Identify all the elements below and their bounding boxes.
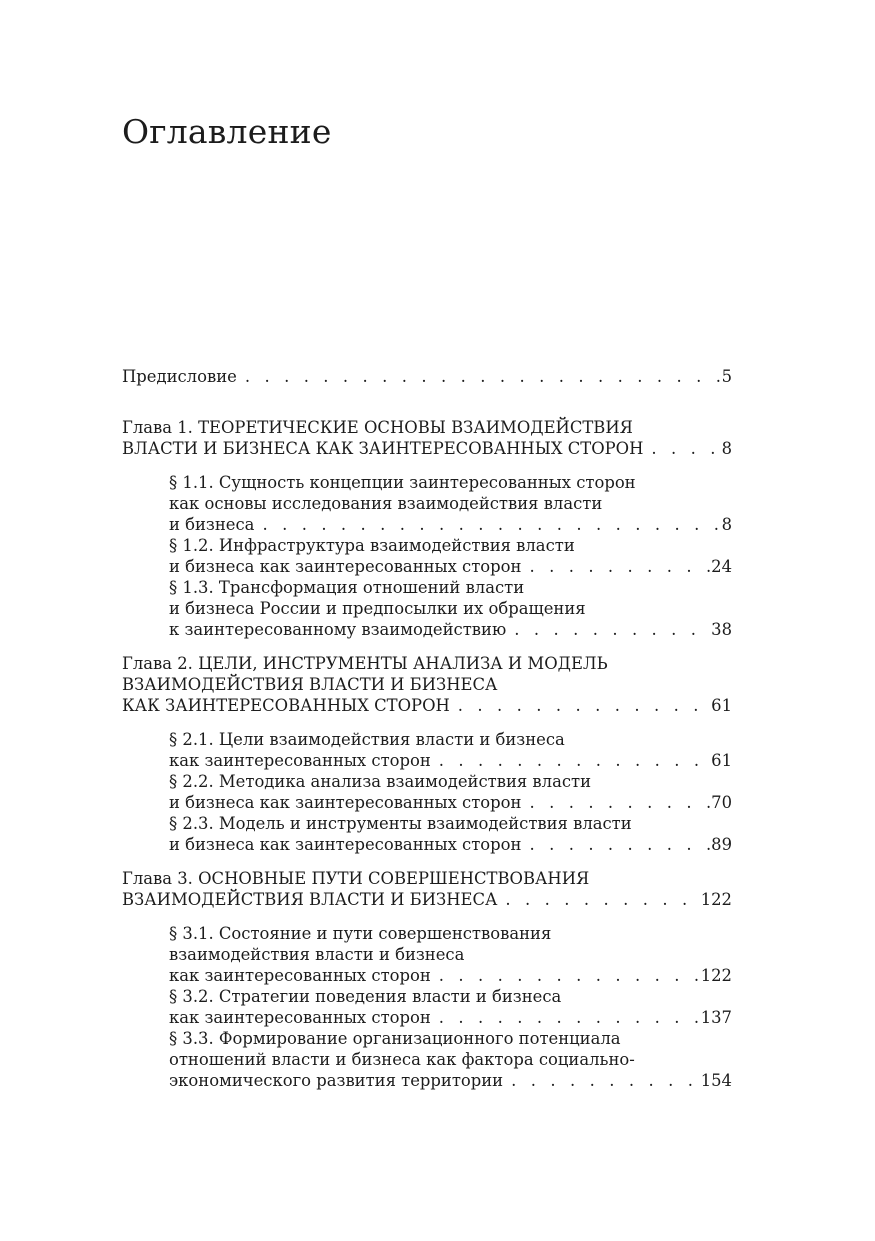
toc-entry-section-3-1[interactable] <box>122 923 732 986</box>
toc-entry-line: § 2.2. Методика анализа взаимодействия власти <box>169 772 592 791</box>
toc-entry-line: отношений власти и бизнеса как фактора социально- <box>169 1050 635 1069</box>
toc-entry-line: Глава 1. ТЕОРЕТИЧЕСКИЕ ОСНОВЫ ВЗАИМОДЕЙСТВИЯ <box>122 418 633 437</box>
page-number: 38 <box>711 620 732 639</box>
toc-entry-section-1-1[interactable] <box>122 472 732 535</box>
toc-entry-chapter-1[interactable] <box>122 417 732 459</box>
toc-entry-title: как заинтересованных сторон <box>169 751 431 770</box>
toc-entry-title: как заинтересованных сторон <box>169 966 431 985</box>
dot-leader <box>431 965 701 986</box>
dot-leader <box>521 834 711 855</box>
toc-entry-line: § 3.3. Формирование организационного потенциала <box>169 1029 621 1048</box>
toc-entry-line: ВЗАИМОДЕЙСТВИЯ ВЛАСТИ И БИЗНЕСА <box>122 675 498 694</box>
toc-entry-section-3-3[interactable] <box>122 1028 732 1091</box>
toc-entry-section-1-2[interactable] <box>122 535 732 577</box>
toc-entry-chapter-2[interactable] <box>122 653 732 716</box>
dot-leader <box>431 1007 701 1028</box>
page-number: 89 <box>711 835 732 854</box>
toc-entry-title: Предисловие <box>122 367 237 386</box>
toc-entry-section-3-2[interactable] <box>122 986 732 1028</box>
page-number: 8 <box>721 515 732 534</box>
page-number: 154 <box>700 1071 732 1090</box>
page-title: Оглавление <box>122 112 332 151</box>
toc-entry-line: § 3.1. Состояние и пути совершенствования <box>169 924 552 943</box>
toc-entry-line: взаимодействия власти и бизнеса <box>169 945 465 964</box>
toc-entry-title: и бизнеса <box>169 515 255 534</box>
toc-entry-preface[interactable] <box>122 366 732 387</box>
toc-entry-title: ВЛАСТИ И БИЗНЕСА КАК ЗАИНТЕРЕСОВАННЫХ СТОРОН <box>122 439 644 458</box>
toc-entry-section-2-3[interactable] <box>122 813 732 855</box>
toc-entry-title: ВЗАИМОДЕЙСТВИЯ ВЛАСТИ И БИЗНЕСА <box>122 890 498 909</box>
dot-leader <box>431 750 711 771</box>
toc-entry-title: как заинтересованных сторон <box>169 1008 431 1027</box>
toc-entry-section-2-1[interactable] <box>122 729 732 771</box>
page-number: 5 <box>721 367 732 386</box>
toc-entry-line: § 1.3. Трансформация отношений власти <box>169 578 525 597</box>
toc-entry-line: § 3.2. Стратегии поведения власти и бизнеса <box>169 987 562 1006</box>
page-number: 70 <box>711 793 732 812</box>
dot-leader <box>521 792 711 813</box>
toc-entry-title: к заинтересованному взаимодействию <box>169 620 507 639</box>
dot-leader <box>497 889 700 910</box>
toc-entry-line: § 1.1. Сущность концепции заинтересованных сторон <box>169 473 636 492</box>
toc-entry-line: и бизнеса России и предпосылки их обращения <box>169 599 586 618</box>
page-number: 61 <box>711 751 732 770</box>
dot-leader <box>521 556 711 577</box>
toc-entry-line: Глава 2. ЦЕЛИ, ИНСТРУМЕНТЫ АНАЛИЗА И МОДЕЛЬ <box>122 654 608 673</box>
toc-entry-line: Глава 3. ОСНОВНЫЕ ПУТИ СОВЕРШЕНСТВОВАНИЯ <box>122 869 590 888</box>
toc-entry-title: и бизнеса как заинтересованных сторон <box>169 793 522 812</box>
toc-entry-line: § 2.1. Цели взаимодействия власти и бизнеса <box>169 730 565 749</box>
page-number: 24 <box>711 557 732 576</box>
toc-entry-title: и бизнеса как заинтересованных сторон <box>169 835 522 854</box>
toc-entry-line: как основы исследования взаимодействия власти <box>169 494 603 513</box>
toc-entry-line: § 2.3. Модель и инструменты взаимодействия власти <box>169 814 632 833</box>
toc-entry-chapter-3[interactable] <box>122 868 732 910</box>
toc-entry-section-1-3[interactable] <box>122 577 732 640</box>
dot-leader <box>450 695 711 716</box>
toc-entry-line: § 1.2. Инфраструктура взаимодействия власти <box>169 536 575 555</box>
toc-entry-title: экономического развития территории <box>169 1071 504 1090</box>
toc-entry-title: и бизнеса как заинтересованных сторон <box>169 557 522 576</box>
toc-entry-title: КАК ЗАИНТЕРЕСОВАННЫХ СТОРОН <box>122 696 450 715</box>
dot-leader <box>254 514 721 535</box>
dot-leader <box>506 619 711 640</box>
page-number: 61 <box>711 696 732 715</box>
page-number: 137 <box>700 1008 732 1027</box>
page-number: 8 <box>721 439 732 458</box>
toc-entry-section-2-2[interactable] <box>122 771 732 813</box>
page-number: 122 <box>700 890 732 909</box>
dot-leader <box>643 438 721 459</box>
dot-leader <box>237 366 722 387</box>
page-number: 122 <box>700 966 732 985</box>
dot-leader <box>503 1070 701 1091</box>
table-of-contents <box>122 366 732 1091</box>
